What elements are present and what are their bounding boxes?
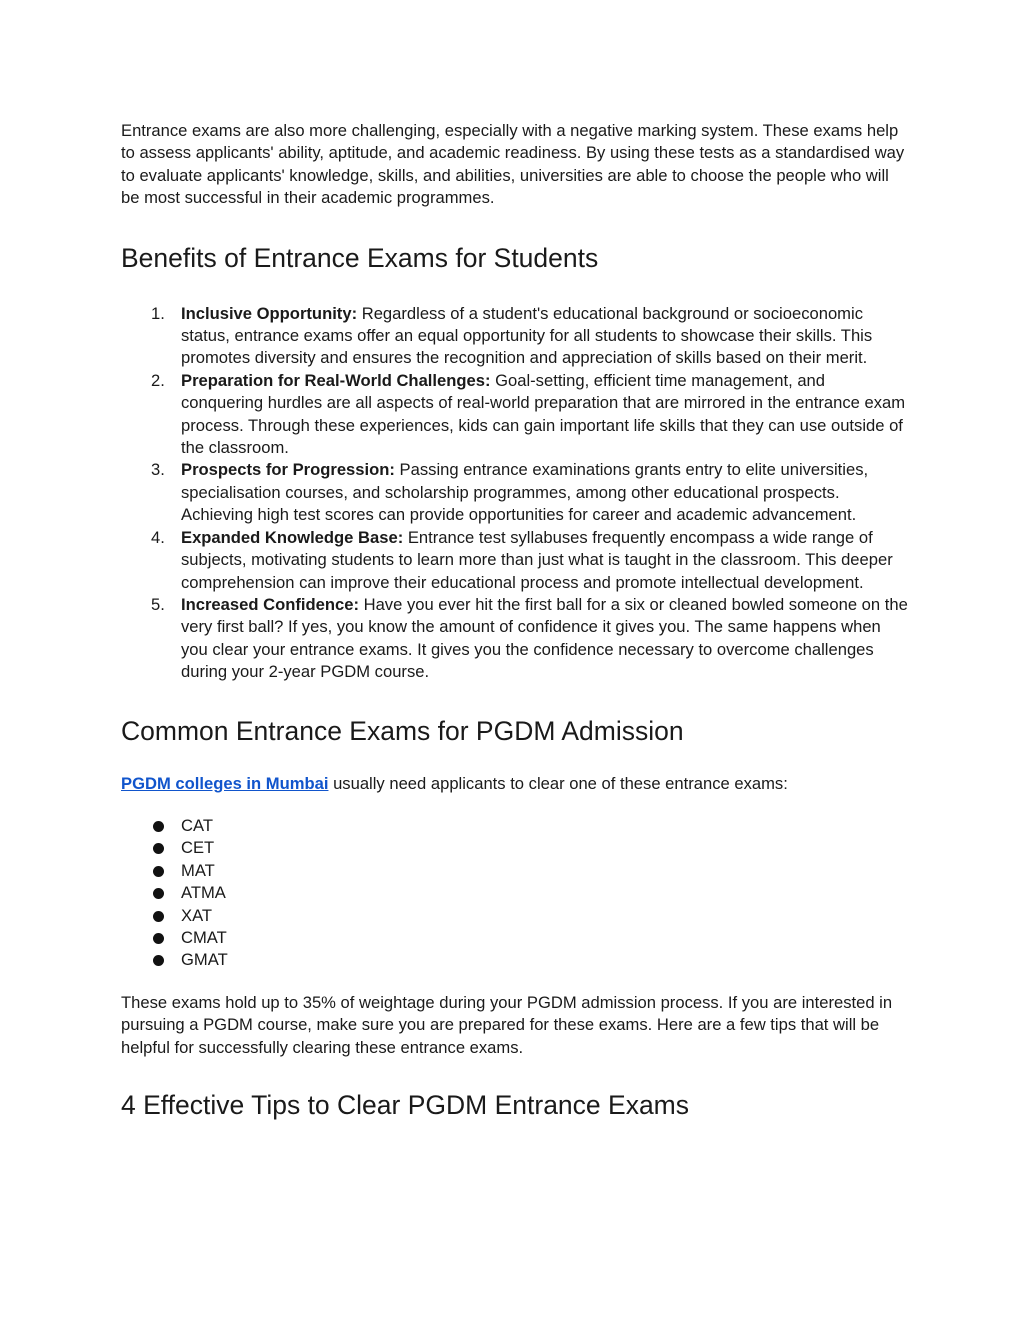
benefits-heading: Benefits of Entrance Exams for Students bbox=[121, 242, 599, 273]
exam-name: CMAT bbox=[181, 927, 227, 947]
bullet-icon bbox=[153, 888, 164, 899]
exam-name: MAT bbox=[181, 860, 215, 880]
list-item bbox=[121, 459, 911, 526]
list-item-title: Preparation for Real-World Challenges: bbox=[181, 370, 491, 390]
list-item bbox=[121, 815, 911, 837]
list-item-text: Regardless of a student's educational background or socioeconomic status, entrance exams offer an equal opportunity for all students to showcase their skills. This promotes diversity and ensures the recognition and appreciation of skills based on their merit. bbox=[181, 303, 873, 368]
list-item bbox=[121, 882, 911, 904]
list-item-text: Passing entrance examinations grants entry to elite universities, specialisation courses, and scholarship programmes, among other educational prospects. Achieving high test scores can provide opportunities for career and academic advancement. bbox=[181, 460, 869, 525]
colleges-paragraph bbox=[121, 773, 911, 795]
list-item bbox=[121, 370, 911, 460]
list-number: 4. bbox=[151, 527, 165, 547]
exam-name: ATMA bbox=[181, 883, 226, 903]
list-item bbox=[121, 527, 911, 594]
list-item-title: Inclusive Opportunity: bbox=[181, 303, 358, 323]
bullet-icon bbox=[153, 866, 164, 877]
bullet-icon bbox=[153, 843, 164, 854]
exams-list bbox=[121, 815, 911, 972]
colleges-paragraph-text: usually need applicants to clear one of these entrance exams: bbox=[328, 773, 788, 793]
benefits-list bbox=[121, 303, 911, 684]
document-page bbox=[121, 120, 911, 1121]
list-number: 1. bbox=[151, 303, 165, 323]
list-item-text: Entrance test syllabuses frequently encompass a wide range of subjects, motivating students to learn more than just what is taught in the classroom. This deeper comprehension can improve their educational process and promote intellectual development. bbox=[181, 527, 893, 592]
list-item-title: Expanded Knowledge Base: bbox=[181, 527, 404, 547]
list-item bbox=[121, 905, 911, 927]
bullet-icon bbox=[153, 821, 164, 832]
weightage-paragraph: These exams hold up to 35% of weightage during your PGDM admission process. If you are interested in pursuing a PGDM course, make sure you are prepared for these exams. Here are a few tips that will be helpful for successfully clearing these entrance exams. bbox=[121, 992, 893, 1057]
list-number: 3. bbox=[151, 460, 165, 480]
bullet-icon bbox=[153, 911, 164, 922]
bullet-icon bbox=[153, 955, 164, 966]
exam-name: XAT bbox=[181, 905, 213, 925]
list-number: 2. bbox=[151, 370, 165, 390]
list-item-text: Goal-setting, efficient time management, and conquering hurdles are all aspects of real-world preparation that are mirrored in the entrance exam process. Through these experiences, kids can gain important life skills that they can use outside of the classroom. bbox=[181, 370, 906, 458]
list-item bbox=[121, 837, 911, 859]
list-item bbox=[121, 949, 911, 971]
intro-paragraph: Entrance exams are also more challenging, especially with a negative marking system. These exams help to assess applicants' ability, aptitude, and academic readiness. By using these tests as a standardised way to evaluate applicants' knowledge, skills, and abilities, universities are able to choose the people who will be most successful in their academic programmes. bbox=[121, 121, 905, 208]
exam-name: CET bbox=[181, 838, 215, 858]
list-number: 5. bbox=[151, 594, 165, 614]
list-item bbox=[121, 303, 911, 370]
list-item bbox=[121, 860, 911, 882]
list-item-title: Increased Confidence: bbox=[181, 594, 359, 614]
exam-name: GMAT bbox=[181, 950, 228, 970]
list-item-title: Prospects for Progression: bbox=[181, 460, 395, 480]
pgdm-colleges-link[interactable]: PGDM colleges in Mumbai bbox=[121, 773, 329, 793]
list-item bbox=[121, 927, 911, 949]
tips-heading: 4 Effective Tips to Clear PGDM Entrance Exams bbox=[121, 1090, 690, 1120]
list-item bbox=[121, 594, 911, 684]
common-exams-heading: Common Entrance Exams for PGDM Admission bbox=[121, 715, 684, 746]
exam-name: CAT bbox=[181, 815, 213, 835]
bullet-icon bbox=[153, 933, 164, 944]
list-item-text: Have you ever hit the first ball for a six or cleaned bowled someone on the very first ball? If yes, you know the amount of confidence it gives you. The same happens when you clear your entrance exams. It gives you the confidence necessary to overcome challenges during your 2-year PGDM course. bbox=[181, 594, 908, 682]
